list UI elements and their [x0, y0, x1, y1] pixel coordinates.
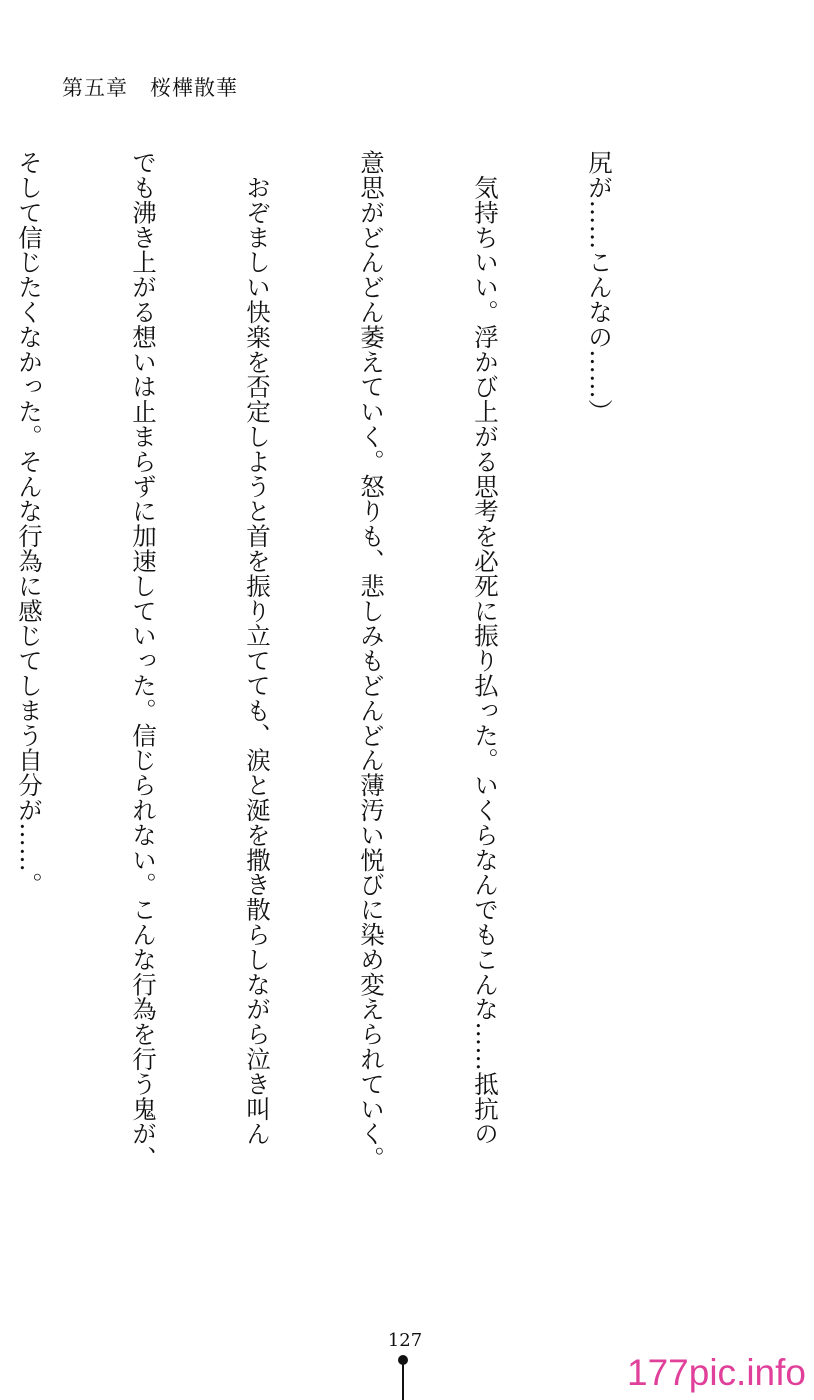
text-line: でも沸き上がる想いは止まらずに加速していった。信じられない。こんな行為を行う鬼が、	[129, 150, 158, 1171]
vertical-text-body	[0, 150, 694, 1310]
text-line: 尻が……こんなの……）	[585, 150, 614, 424]
text-line: 意思がどんどん萎えていく。怒りも、悲しみもどんどん薄汚い悦びに染め変えられていく。	[357, 150, 386, 1171]
chapter-title: 第五章 桜樺散華	[62, 76, 238, 100]
text-line: そして信じたくなかった。そんな行為に感じてしまう自分が……。	[15, 150, 44, 897]
text-line: おぞましい快楽を否定しようと首を振り立てても、涙と涎を撒き散らしながら泣き叫ん	[243, 150, 272, 1147]
watermark: 177pic.info	[627, 1352, 806, 1393]
page-marker-line	[402, 1364, 404, 1400]
page-number: 127	[387, 1330, 423, 1351]
text-line: 気持ちいい。浮かび上がる思考を必死に振り払った。いくらなんでもこんな……抵抗の	[471, 150, 500, 1146]
